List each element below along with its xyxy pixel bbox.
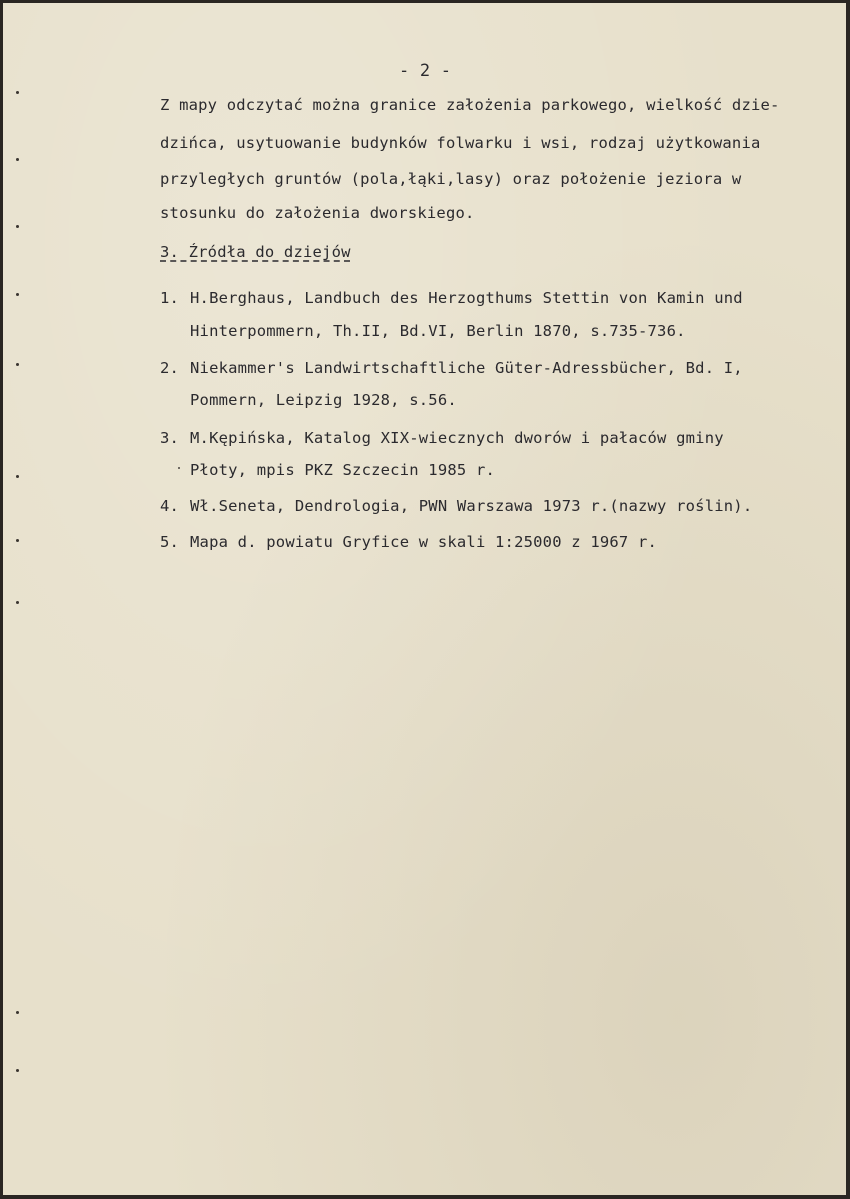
paragraph-line: Z mapy odczytać można granice założenia parkowego, wielkość dzie- [160,96,780,114]
source-line: Płoty, mpis PKZ Szczecin 1985 r. [190,461,496,479]
source-number: 5. [160,533,180,551]
source-number: 2. [160,359,180,377]
section-heading: 3. Źródła do dziejów [160,243,351,261]
source-number: 1. [160,289,180,307]
ink-speck [178,467,180,469]
punch-mark [16,293,19,296]
source-line: Pommern, Leipzig 1928, s.56. [190,391,457,409]
punch-mark [16,225,19,228]
punch-mark [16,91,19,94]
punch-mark [16,1069,19,1072]
paragraph-line: stosunku do założenia dworskiego. [160,204,475,222]
punch-mark [16,158,19,161]
punch-mark [16,475,19,478]
punch-mark [16,601,19,604]
source-line: Niekammer's Landwirtschaftliche Güter-Adressbücher, Bd. I, [190,359,743,377]
paragraph-line: dzińca, usytuowanie budynków folwarku i wsi, rodzaj użytkowania [160,134,761,152]
source-line: H.Berghaus, Landbuch des Herzogthums Stettin von Kamin und [190,289,743,307]
source-line: M.Kępińska, Katalog XIX-wiecznych dworów i pałaców gminy [190,429,724,447]
source-line: Mapa d. powiatu Gryfice w skali 1:25000 z 1967 r. [190,533,658,551]
paragraph-line: przyległych gruntów (pola,łąki,lasy) oraz położenie jeziora w [160,170,742,188]
document-page [3,3,846,1195]
source-number: 4. [160,497,180,515]
page-number: - 2 - [399,61,452,81]
source-line: Wł.Seneta, Dendrologia, PWN Warszawa 1973 r.(nazwy roślin). [190,497,753,515]
punch-mark [16,539,19,542]
source-line: Hinterpommern, Th.II, Bd.VI, Berlin 1870, s.735-736. [190,322,686,340]
punch-mark [16,1011,19,1014]
source-number: 3. [160,429,180,447]
punch-mark [16,363,19,366]
